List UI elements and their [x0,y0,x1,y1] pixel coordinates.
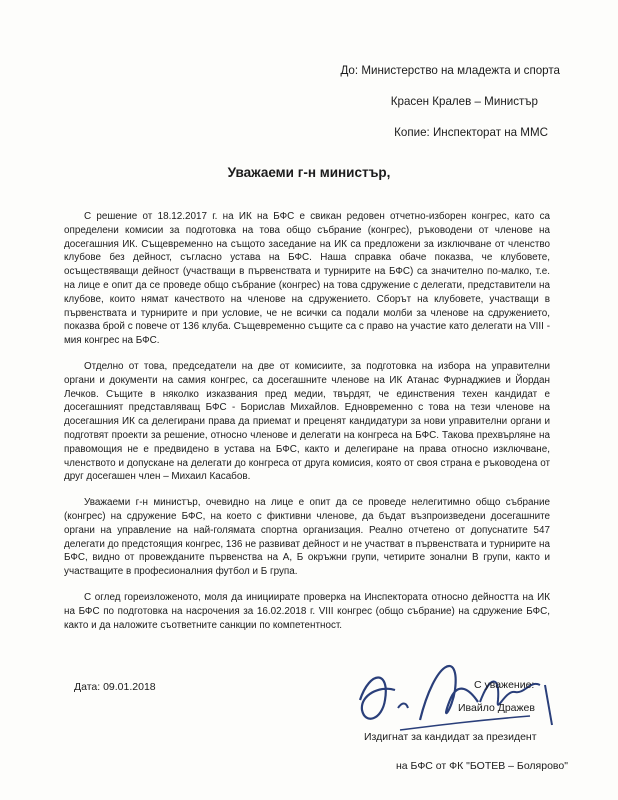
salutation: Уважаеми г-н министър, [227,165,391,180]
recipient-line: До: Министерство на младежта и спорта [340,64,560,77]
closing: С уважение: [474,679,535,691]
paragraph-1: С решение от 18.12.2017 г. на ИК на БФС е свикан редовен отчетно-изборен конгрес, като са определени комисии за подготовка на това общо събрание (конгрес), ръководени от членове на досегашния ИК. Същевременно на същото заседание на ИК са предложени за изключване от членство клубове без дейност, съгласно устава на БФС. Наша справка обаче показва, че клубовете, осъществяващи дейност (участващи в първенствата и турнирите на БФС) са значително по-малко, т.е. на лице е опит да се проведе общо събрание (конгрес) на това сдружение с делегати, представители на клубове, които нямат качеството на членове на сдружението. Сборът на клубовете, участващи в първенствата и турнирите и при условие, че не всички са подали молби за членове на сдружението, показва брой с повече от 136 клуба. Същевременно същите са с право на участие като делегати на VIII - мия конгрес на БФС. [64,211,550,347]
signer-name: Ивайло Дражев [458,702,535,714]
signer-role: Издигнат за кандидат за президент [364,731,537,743]
paragraph-2: Отделно от това, председатели на две от комисиите, за подготовка на избора на управителни органи и документи на самия конгрес, са досегашните членове на ИК Атанас Фурнаджиев и Йордан Лечков. Същите в няколко изказвания пред медии, твърдят, че единствения техен кандидат е досегашният представляващ БФС - Борислав Михайлов. Едновременно с това на тези членове на досегашния ИК са делегирани права да приемат и преценят кандидатури за нови управителни органи и подготвят проекти за решение, относно членове и делегати на конгреса на БФС. Такова прехвърляне на правомощия не е предвидено в устава на БФС, както и делегиране на права относно изключване, членството и допускане на делегати до конгреса от друга комисия, която от своя страна е ръководена от друг досегашен член – Михаил Касабов. [64,360,550,483]
copy-line: Копие: Инспекторат на ММС [394,126,548,139]
minister-line: Красен Кралев – Министър [390,95,538,108]
paragraph-3: Уважаеми г-н министър, очевидно на лице е опит да се проведе нелегитимно общо събрание (конгрес) на сдружение БФС, на което с фиктивни членове, да бъдат възпроизведени досегашните органи на управление на най-голямата спортна организация. Реално отчетено от допуснатите 547 делегати до предстоящия конгрес, 136 не развиват дейност и не участват в първенствата и турнирите на БФС, видно от провежданите първенства на А, Б окръжни групи, четирите зонални В групи, както и участващите в професионалния футбол и Б група. [64,497,550,578]
paragraph-4: С оглед гореизложеното, моля да инициирате проверка на Инспектората относно дейността на ИК на БФС по подготовка на насрочения за 16.02.2018 г. VIII конгрес (общо събрание) на сдружение БФС, както и да наложите съответните санкции по компетентност. [64,591,550,631]
signer-club: на БФС от ФК "БОТЕВ – Болярово" [396,760,568,772]
letter-date: Дата: 09.01.2018 [74,681,156,693]
letter-body [64,210,550,644]
